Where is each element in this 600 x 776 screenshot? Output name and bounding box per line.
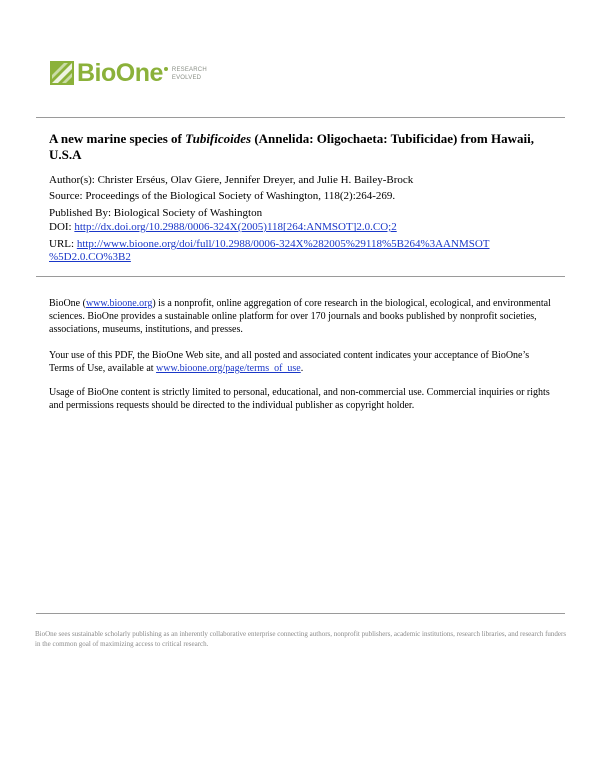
- about-bioone-paragraph: [49, 297, 554, 336]
- article-title: [49, 131, 549, 163]
- doi-line: [49, 220, 559, 234]
- bioone-home-link[interactable]: www.bioone.org: [85, 298, 153, 309]
- terms-of-use-link[interactable]: www.bioone.org/page/terms_of_use: [156, 363, 301, 374]
- about-p1-rest: ) is a nonprofit, online aggregation of core research in the biological, ecological, and environmental sciences. BioOne provides a sustainable online platform for over 170 journals and books published by nonprofit societies, associations, museums, institutions, and presses.: [49, 298, 551, 335]
- divider-bottom: [36, 613, 565, 614]
- divider-top: [36, 117, 565, 118]
- url-link-continued[interactable]: %5D2.0.CO%3B2: [49, 251, 131, 263]
- doi-label: DOI:: [49, 221, 72, 233]
- url-line-continued: [49, 250, 559, 264]
- terms-p-start: Your use of this PDF, the BioOne Web site, and all posted and associated content indicates your acceptance of BioOne’s Terms of Use, available at: [49, 350, 530, 374]
- source-label: Source:: [49, 190, 83, 202]
- footer-mission-text: BioOne sees sustainable scholarly publishing as an inherently collaborative enterprise connecting authors, nonprofit publishers, academic institutions, research libraries, and research funders in the common goal of maximizing access to critical research.: [35, 630, 567, 648]
- divider-middle: [36, 276, 565, 277]
- authors-label: Author(s):: [49, 174, 95, 186]
- title-prefix: A new marine species of: [49, 131, 186, 146]
- url-label: URL:: [49, 238, 75, 250]
- brand-tagline-line2: EVOLVED: [171, 75, 202, 81]
- bioone-leaf-icon: [50, 61, 74, 85]
- about-p1-start: BioOne (: [49, 298, 86, 309]
- authors-value: Christer Erséus, Olav Giere, Jennifer Dreyer, and Julie H. Bailey-Brock: [97, 174, 414, 186]
- publisher-value: Biological Society of Washington: [113, 207, 263, 219]
- publisher-line: [49, 206, 559, 220]
- url-line: [49, 237, 559, 251]
- bioone-logo: [50, 56, 207, 90]
- url-link[interactable]: http://www.bioone.org/doi/full/10.2988/0006-324X%282005%29118%5B264%3AANMSOT: [76, 238, 490, 250]
- title-suffix: (Annelida: Oligochaeta: Tubificidae) from Hawaii, U.S.A: [49, 131, 534, 162]
- source-value: Proceedings of the Biological Society of Washington, 118(2):264-269.: [85, 190, 396, 202]
- usage-paragraph: Usage of BioOne content is strictly limited to personal, educational, and non-commercial use. Commercial inquiries or rights and permissions requests should be directed to the individual publisher as copyright holder.: [49, 387, 550, 411]
- brand-dot: [164, 67, 168, 71]
- brand-tagline: [172, 66, 207, 82]
- doi-link[interactable]: http://dx.doi.org/10.2988/0006-324X(2005)118[264:ANMSOT]2.0.CO;2: [74, 221, 397, 233]
- publisher-label: Published By:: [49, 207, 112, 219]
- brand-tagline-line1: RESEARCH: [171, 67, 207, 73]
- authors-line: [49, 173, 559, 187]
- brand-name: BioOne: [77, 58, 163, 87]
- title-genus: Tubificoides: [185, 131, 252, 146]
- terms-paragraph: [49, 349, 554, 375]
- terms-p-end: .: [300, 363, 304, 374]
- source-line: [49, 189, 559, 203]
